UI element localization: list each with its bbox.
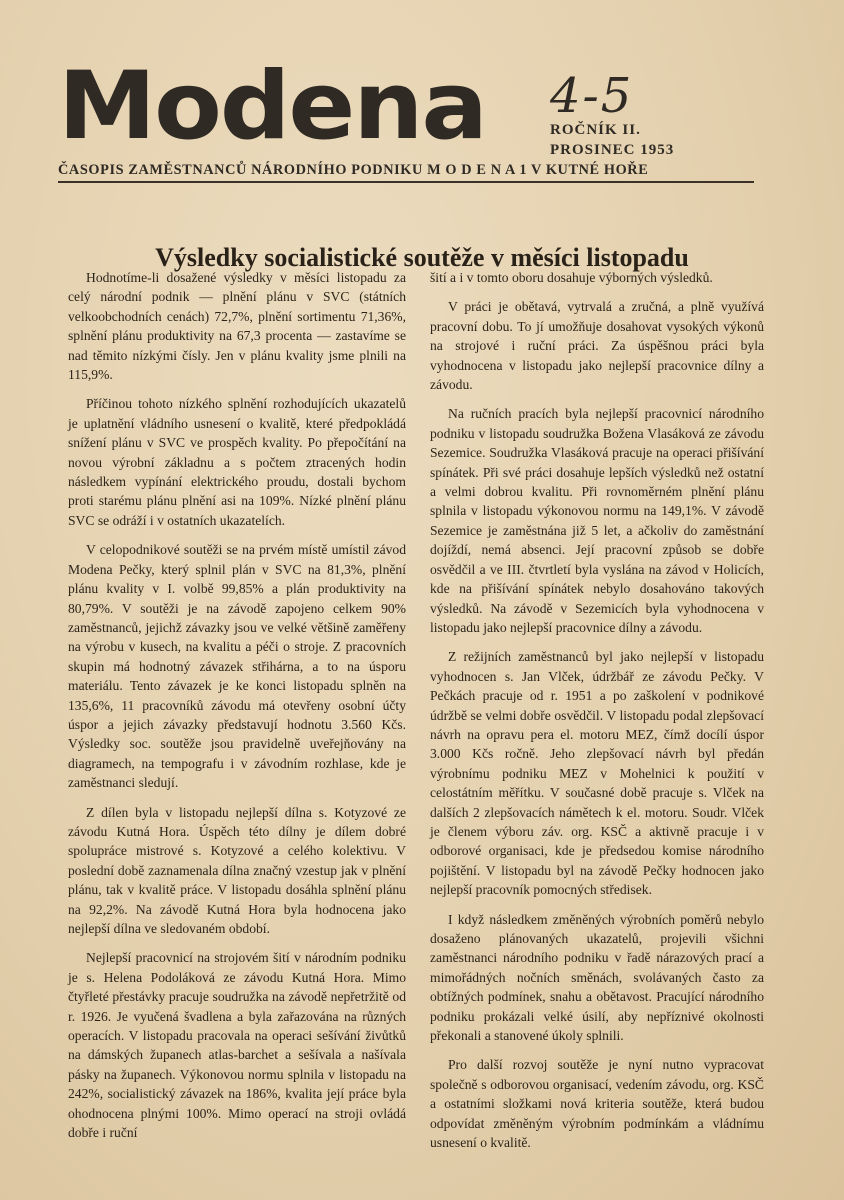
article-title: Výsledky socialistické soutěže v měsíci listopadu bbox=[155, 243, 689, 273]
issue-date: PROSINEC 1953 bbox=[550, 142, 675, 158]
paragraph: Z režijních zaměstnanců byl jako nejlepší v listopadu vyhodnocen s. Jan Vlček, údržbář ze závodu Pečky. V Pečkách pracuje od r. 1951 a po zaškolení v podnikové údržbě se velmi dobře osvědčil. V listopadu podal zlepšovací návrh na opravu pera el. motoru MEZ, čímž docílí úspor 3.000 Kčs ročně. Jeho zlepšovací návrh byl předán výrobnímu podniku MEZ v Mohelnici k použití v celostátním měřítku. V současné době pracuje s. Vlček na dalších 2 zlepšovacích námětech k el. motoru. Soudr. Vlček je členem výboru záv. org. KSČ a aktivně pracuje i v odborové organisaci, kde je předsedou komise národního pojištění. V listopadu byl na závodě Pečky hodnocen jako nejlepší pracovník pomocných středisek. bbox=[430, 649, 764, 898]
paragraph: Na ručních pracích byla nejlepší pracovnicí národního podniku v listopadu soudružka Božena Vlasáková ze závodu Sezemice. Soudružka Vlasáková pracuje na operaci přišívání spínátek. Při své práci dosahuje lepších výsledků než ostatní a velmi dobrou kvalitu. Při rovnoměrném plnění plánu splnila v listopadu výkonovou normu na 149,1%. V závodě Sezemice je zaměstnána již 5 let, a ačkoliv do zaměstnání dojíždí, nemá absenci. Její pracovní způsob se dobře osvědčil a ve III. čtvrtletí byla vyslána na závod v Holicích, kde na přišívání spínátek nebylo dosahováno takových výsledků. Na závodě v Sezemicích byla vyhodnocena v listopadu jako nejlepší pracovnice dílny a závodu. bbox=[430, 406, 764, 635]
paragraph: Příčinou tohoto nízkého splnění rozhodujících ukazatelů je uplatnění vládního usnesení o kvalitě, které předpokládá snížení plánu v SVC ve prospěch kvality. Po přepočítání na novou výrobní základnu a s počtem ztracených hodin následkem vypínání elektrického proudu, dostali bychom proti starému plánu plnění asi na 109%. Nízké plnění plánu SVC se odráží i v ostatních ukazatelích. bbox=[68, 396, 406, 528]
paragraph: Pro další rozvoj soutěže je nyní nutno vypracovat společně s odborovou organisací, vedením závodu, org. KSČ a ostatními složkami nová kriteria soutěže, která budou odpovídat změněným výrobním podmínkám a vládnímu usnesení o kvalitě. bbox=[430, 1057, 764, 1151]
volume-label: ROČNÍK II. bbox=[550, 122, 641, 138]
paragraph: I když následkem změněných výrobních poměrů nebylo dosaženo plánovaných ukazatelů, projevili všichni zaměstnanci národního podniku v řadě nárazových prací a mimořádných nočních směnách, svolávaných často za obtížných podmínek, snahu a obětavost. Pracující národního podniku prokázali velké úsilí, aby nepříznivé okolnosti překonali a stanovené úkoly splnili. bbox=[430, 911, 764, 1044]
masthead-subtitle: ČASOPIS ZAMĚSTNANCŮ NÁRODNÍHO PODNIKU M O D E N A 1 V KUTNÉ HOŘE bbox=[58, 162, 649, 178]
paragraph: V práci je obětavá, vytrvalá a zručná, a plně využívá pracovní dobu. To jí umožňuje dosahovat vysokých výkonů na strojové i ruční práci. Za úspěšnou práci byla vyhodnocena v listopadu jako nejlepší pracovnice dílny a závodu. bbox=[430, 299, 764, 393]
paragraph: Z dílen byla v listopadu nejlepší dílna s. Kotyzové ze závodu Kutná Hora. Úspěch této dílny je dílem dobré spolupráce mistrové s. Kotyzové a celého kolektivu. V poslední době zaznamenala dílna značný vzestup jak v plnění plánu, tak v kvalitě práce. V listopadu dosáhla splnění plánu na 92,2%. Na závodě Kutná Hora byla hodnocena jako nejlepší dílna ve sledovaném období. bbox=[68, 804, 406, 936]
paragraph: šití a i v tomto oboru dosahuje výborných výsledků. bbox=[430, 270, 713, 285]
masthead-rule bbox=[58, 181, 754, 183]
paragraph: Hodnotíme-li dosažené výsledky v měsíci listopadu za celý národní podnik — plnění plánu v SVC (státních velkoobchodních cenách) 72,7%, plnění sortimentu 71,36%, splnění plánu produktivity na 67,3 procenta — zastavíme se nad těmito nízkými čísly. Jen v plánu kvality jsme plnili na 115,9%. bbox=[68, 270, 406, 383]
paragraph: V celopodnikové soutěži se na prvém místě umístil závod Modena Pečky, který splnil plán v SVC na 81,3%, plnění plánu kvality v I. volbě 99,85% a plán produktivity na 80,79%. V soutěži je na závodě zapojeno celkem 90% zaměstnanců, jejichž závazky jsou ve velké většině zaměřeny na výrobu v kusech, na kvalitu a péči o stroje. Z pracovních skupin má hodnotný závazek střihárna, a to na úsporu materiálu. Tento závazek je ke konci listopadu splněn na 135,6%, 11 pracovníků závodu má otevřeny osobní účty úspor a jejich závazky představují hodnotu 3.560 Kčs. Výsledky soc. soutěže jsou pravidelně uveřejňovány na diagramech, na tempografu i v závodním rozhlase, kde je zaměstnanci sledují. bbox=[68, 542, 406, 791]
article-column-right bbox=[430, 268, 764, 1162]
paragraph: Nejlepší pracovnicí na strojovém šití v národním podniku je s. Helena Podoláková ze závodu Kutná Hora. Mimo čtyřleté přestávky pracuje soudružka na závodě nepřetržitě od r. 1926. Je vyučená švadlena a byla zařazována na různých operacích. V listopadu pracovala na operaci sešívání živůtků na dámských županech atlas-barchet a sešívala a našívala pásky na županech. Výkonovou normu splnila v listopadu na 242%, socialistický závazek na 186%, kvalita její práce byla ohodnocena plnými 100%. Mimo operací na stroji ovládá dobře i ruční bbox=[68, 950, 406, 1141]
article-column-left bbox=[68, 268, 406, 1152]
issue-number: 4-5 bbox=[550, 68, 634, 124]
masthead bbox=[58, 52, 758, 200]
masthead-logo: Modena bbox=[58, 52, 486, 161]
